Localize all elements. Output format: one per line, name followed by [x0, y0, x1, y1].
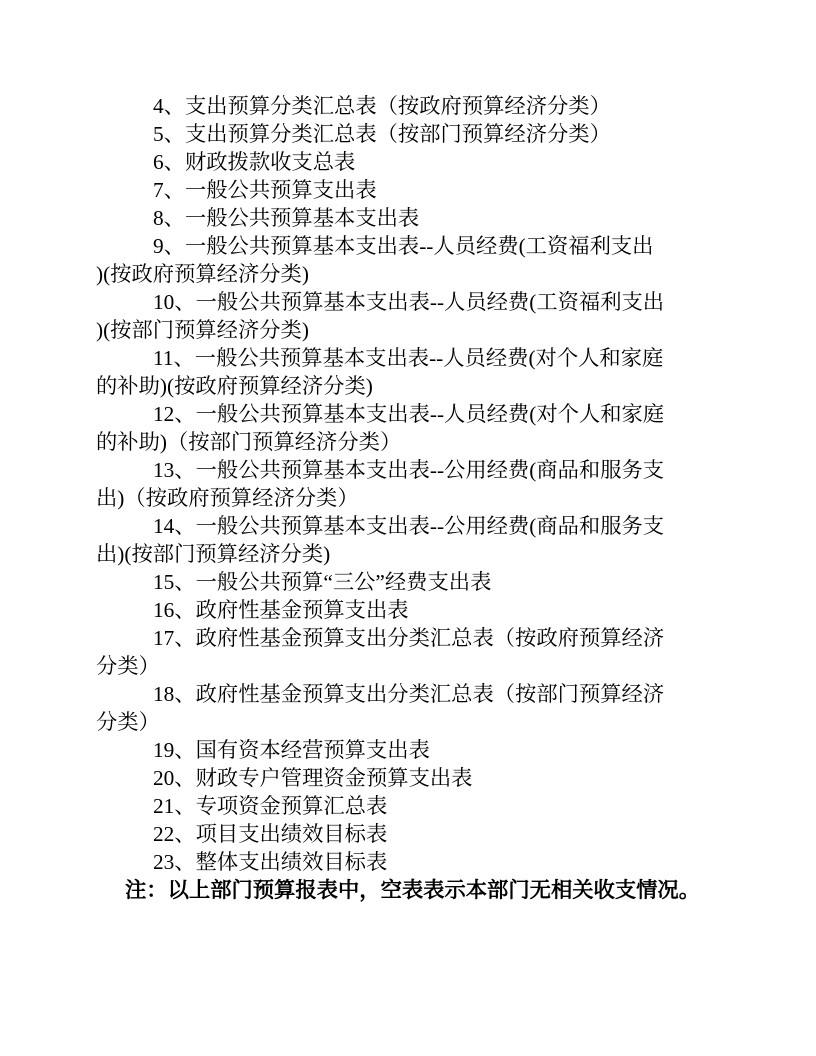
- list-item: 15、一般公共预算“三公”经费支出表: [153, 570, 492, 594]
- list-item: 13、一般公共预算基本支出表--公用经费(商品和服务支 出)（按政府预算经济分类）: [96, 458, 665, 510]
- list-item: 12、一般公共预算基本支出表--人员经费(对个人和家庭 的补助)（按部门预算经济分类）: [96, 402, 665, 454]
- list-item: 5、支出预算分类汇总表（按部门预算经济分类）: [153, 122, 611, 146]
- list-item: 23、整体支出绩效目标表: [153, 850, 388, 874]
- note-paragraph: 注：以上部门预算报表中，空表表示本部门无相关收支情况。: [125, 878, 701, 902]
- list-item: 18、政府性基金预算支出分类汇总表（按部门预算经济 分类）: [96, 682, 665, 734]
- list-item: 9、一般公共预算基本支出表--人员经费(工资福利支出 )(按政府预算经济分类): [96, 234, 654, 286]
- list-item: 6、财政拨款收支总表: [153, 150, 356, 174]
- list-item: 17、政府性基金预算支出分类汇总表（按政府预算经济 分类）: [96, 626, 665, 678]
- list-item: 14、一般公共预算基本支出表--公用经费(商品和服务支 出)(按部门预算经济分类): [96, 514, 665, 566]
- list-item: 16、政府性基金预算支出表: [153, 598, 409, 622]
- list-item: 11、一般公共预算基本支出表--人员经费(对个人和家庭 的补助)(按政府预算经济分类): [96, 346, 664, 398]
- budget-items: [96, 92, 721, 876]
- list-item: 4、支出预算分类汇总表（按政府预算经济分类）: [153, 94, 611, 118]
- list-item: 8、一般公共预算基本支出表: [153, 206, 420, 230]
- list-item: 19、国有资本经营预算支出表: [153, 738, 430, 762]
- list-item: 20、财政专户管理资金预算支出表: [153, 766, 473, 790]
- list-item: 21、专项资金预算汇总表: [153, 794, 388, 818]
- list-item: 10、一般公共预算基本支出表--人员经费(工资福利支出 )(按部门预算经济分类): [96, 290, 665, 342]
- list-item: 7、一般公共预算支出表: [153, 178, 377, 202]
- list-item: 22、项目支出绩效目标表: [153, 822, 388, 846]
- budget-report-list: [96, 92, 721, 904]
